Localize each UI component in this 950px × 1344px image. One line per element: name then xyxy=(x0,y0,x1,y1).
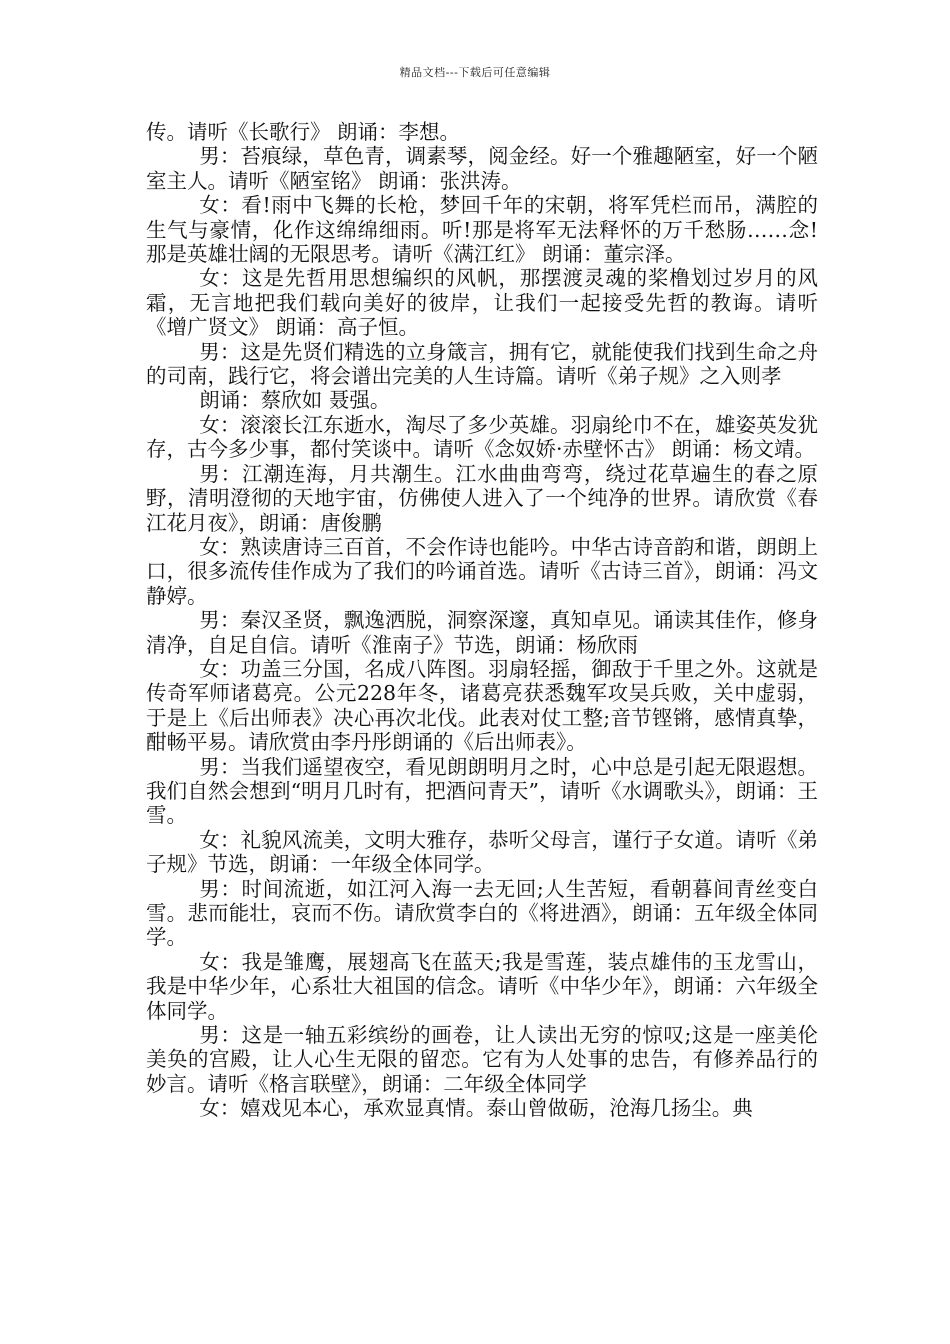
paragraph: 女：礼貌风流美，文明大雅存，恭听父母言，谨行子女道。请听《弟子规》节选，朗诵：一年级全体同学。 xyxy=(146,827,818,877)
page-header: 精品文档---下载后可任意编辑 xyxy=(399,66,551,79)
paragraph: 男：秦汉圣贤，飘逸洒脱，洞察深邃，真知卓见。诵读其佳作，修身清净，自足自信。请听《淮南子》节选，朗诵：杨欣雨 xyxy=(146,608,818,657)
paragraph: 男：时间流逝，如江河入海一去无回;人生苦短，看朝暮间青丝变白雪。悲而能壮，哀而不伤。请欣赏李白的《将进酒》，朗诵：五年级全体同学。 xyxy=(146,876,818,950)
paragraph: 男：江潮连海，月共潮生。江水曲曲弯弯，绕过花草遍生的春之原野，清明澄彻的天地宇宙，仿佛使人进入了一个纯净的世界。请欣赏《春江花月夜》，朗诵：唐俊鹏 xyxy=(146,461,818,535)
paragraph: 女：滚滚长江东逝水，淘尽了多少英雄。羽扇纶巾不在，雄姿英发犹存，古今多少事，都付笑谈中。请听《念奴娇·赤壁怀古》 朗诵：杨文靖。 xyxy=(146,412,818,462)
document-body xyxy=(146,120,818,1121)
paragraph: 男：苔痕绿，草色青，调素琴，阅金经。好一个雅趣陋室，好一个陋室主人。请听《陋室铭》 朗诵：张洪涛。 xyxy=(146,144,818,193)
paragraph: 女：这是先哲用思想编织的风帆，那摆渡灵魂的桨橹划过岁月的风霜，无言地把我们载向美好的彼岸，让我们一起接受先哲的教诲。请听《增广贤文》 朗诵：高子恒。 xyxy=(146,266,818,340)
paragraph: 男：这是一轴五彩缤纷的画卷，让人读出无穷的惊叹;这是一座美伦美奂的宫殿，让人心生无限的留恋。它有为人处事的忠告，有修养品行的妙言。请听《格言联壁》，朗诵：二年级全体同学 xyxy=(146,1023,818,1096)
paragraph: 朗诵：蔡欣如 聂强。 xyxy=(199,388,391,413)
paragraph: 女：我是雏鹰，展翅高飞在蓝天;我是雪莲，装点雄伟的玉龙雪山，我是中华少年，心系壮大祖国的信念。请听《中华少年》，朗诵：六年级全体同学。 xyxy=(146,949,818,1023)
paragraph: 男：当我们遥望夜空，看见朗朗明月之时，心中总是引起无限遐想。我们自然会想到“明月几时有，把酒问青天”，请听《水调歌头》，朗诵：王雪。 xyxy=(146,754,818,828)
paragraph: 女：熟读唐诗三百首，不会作诗也能吟。中华古诗音韵和谐，朗朗上口，很多流传佳作成为了我们的吟诵首选。请听《古诗三首》，朗诵：冯文静婷。 xyxy=(146,534,818,608)
paragraph: 女：嬉戏见本心，承欢显真情。泰山曾做砺，沧海几扬尘。典 xyxy=(199,1096,753,1121)
paragraph: 男：这是先贤们精选的立身箴言，拥有它，就能使我们找到生命之舟的司南，践行它，将会谱出完美的人生诗篇。请听《弟子规》之入则孝 xyxy=(146,339,818,389)
paragraph: 女：看!雨中飞舞的长枪，梦回千年的宋朝，将军凭栏而吊，满腔的生气与豪情，化作这绵绵细雨。听!那是将军无法释怀的万千愁肠……念!那是英雄壮阔的无限思考。请听《满江红》 朗诵：董宗泽。 xyxy=(146,193,818,267)
paragraph: 女：功盖三分国，名成八阵图。羽扇轻摇，御敌于千里之外。这就是传奇军师诸葛亮。公元228年冬，诸葛亮获悉魏军攻吴兵败，关中虚弱，于是上《后出师表》决心再次北伐。此表对仗工整;音节铿锵，感情真挚，酣畅平易。请欣赏由李丹彤朗诵的《后出师表》。 xyxy=(146,656,818,755)
paragraph: 传。请听《长歌行》 朗诵：李想。 xyxy=(146,120,461,144)
